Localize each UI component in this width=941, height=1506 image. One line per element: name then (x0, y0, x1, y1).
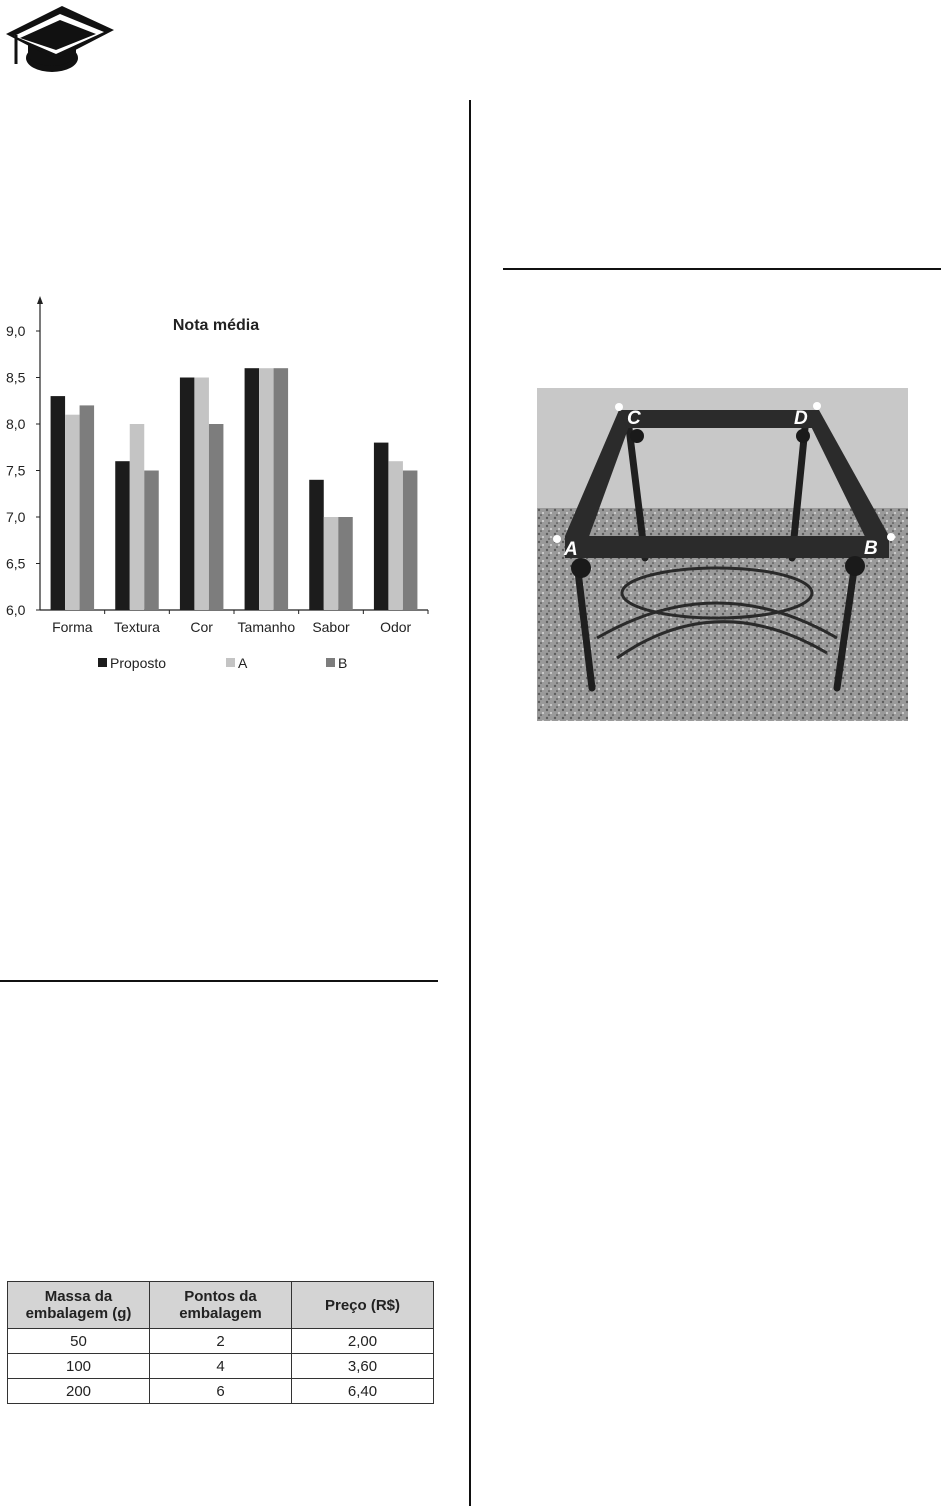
bar-b-cor (209, 424, 224, 610)
table-row (8, 1354, 434, 1379)
section-divider-right (503, 268, 941, 270)
x-axis-labels (52, 610, 428, 635)
x-tick-label: Forma (52, 619, 93, 635)
bar-a-forma (65, 415, 80, 610)
legend-swatch-proposto (98, 658, 107, 667)
legend-label-a: A (238, 655, 248, 671)
vertex-label-d: D (794, 408, 808, 429)
table-row (8, 1329, 434, 1354)
cell-price: 2,00 (292, 1329, 434, 1354)
cell-price: 3,60 (292, 1354, 434, 1379)
bar-a-textura (130, 424, 145, 610)
x-tick-label: Sabor (312, 619, 350, 635)
graduation-cap-book-icon (4, 2, 114, 74)
bar-b-forma (80, 405, 95, 610)
bar-a-sabor (324, 517, 339, 610)
legend-swatch-b (326, 658, 335, 667)
bar-proposto-cor (180, 378, 195, 611)
cell-mass: 200 (8, 1379, 150, 1404)
bar-proposto-sabor (309, 480, 324, 610)
bar-chart (0, 278, 440, 678)
bar-a-tamanho (259, 368, 274, 610)
x-tick-label: Tamanho (237, 619, 296, 635)
bar-proposto-tamanho (245, 368, 259, 610)
vertex-label-b: B (864, 538, 878, 559)
bar-b-sabor (338, 517, 353, 610)
legend-swatch-a (226, 658, 235, 667)
y-tick-label: 7,5 (6, 462, 26, 479)
header-price: Preço (R$) (292, 1282, 434, 1329)
y-tick-label: 6,5 (6, 555, 26, 572)
legend-label-proposto: Proposto (110, 655, 167, 671)
y-tick-label: 8,5 (6, 369, 26, 386)
bar-a-cor (194, 378, 209, 611)
column-divider (469, 100, 471, 1506)
header-mass: Massa da embalagem (g) (8, 1282, 150, 1329)
table-frame-photo (537, 388, 908, 721)
bar-proposto-forma (51, 396, 65, 610)
bar-b-textura (144, 471, 159, 611)
cell-points: 6 (150, 1379, 292, 1404)
bars (51, 368, 418, 610)
bar-proposto-textura (115, 461, 130, 610)
cell-price: 6,40 (292, 1379, 434, 1404)
y-axis-arrow (37, 296, 43, 304)
packaging-table (7, 1281, 434, 1404)
chart-title: Nota média (172, 317, 260, 334)
bar-b-tamanho (274, 368, 289, 610)
bar-proposto-odor (374, 443, 389, 610)
bar-b-odor (403, 471, 418, 611)
cell-mass: 50 (8, 1329, 150, 1354)
vertex-label-a: A (564, 539, 578, 560)
y-tick-label: 9,0 (6, 323, 26, 339)
y-tick-label: 6,0 (6, 602, 26, 618)
table-header-row (8, 1282, 434, 1329)
x-tick-label: Textura (114, 619, 160, 635)
x-tick-label: Cor (190, 619, 213, 635)
cell-points: 4 (150, 1354, 292, 1379)
cell-mass: 100 (8, 1354, 150, 1379)
chart-legend (98, 655, 347, 671)
legend-label-b: B (338, 655, 348, 671)
cell-points: 2 (150, 1329, 292, 1354)
y-tick-label: 8,0 (6, 416, 26, 432)
bar-a-odor (388, 461, 403, 610)
table-row (8, 1379, 434, 1404)
y-tick-label: 7,0 (6, 509, 26, 525)
header-points: Pontos da embalagem (150, 1282, 292, 1329)
section-divider-left (0, 980, 438, 982)
vertex-label-c: C (627, 408, 641, 429)
x-tick-label: Odor (380, 619, 412, 635)
